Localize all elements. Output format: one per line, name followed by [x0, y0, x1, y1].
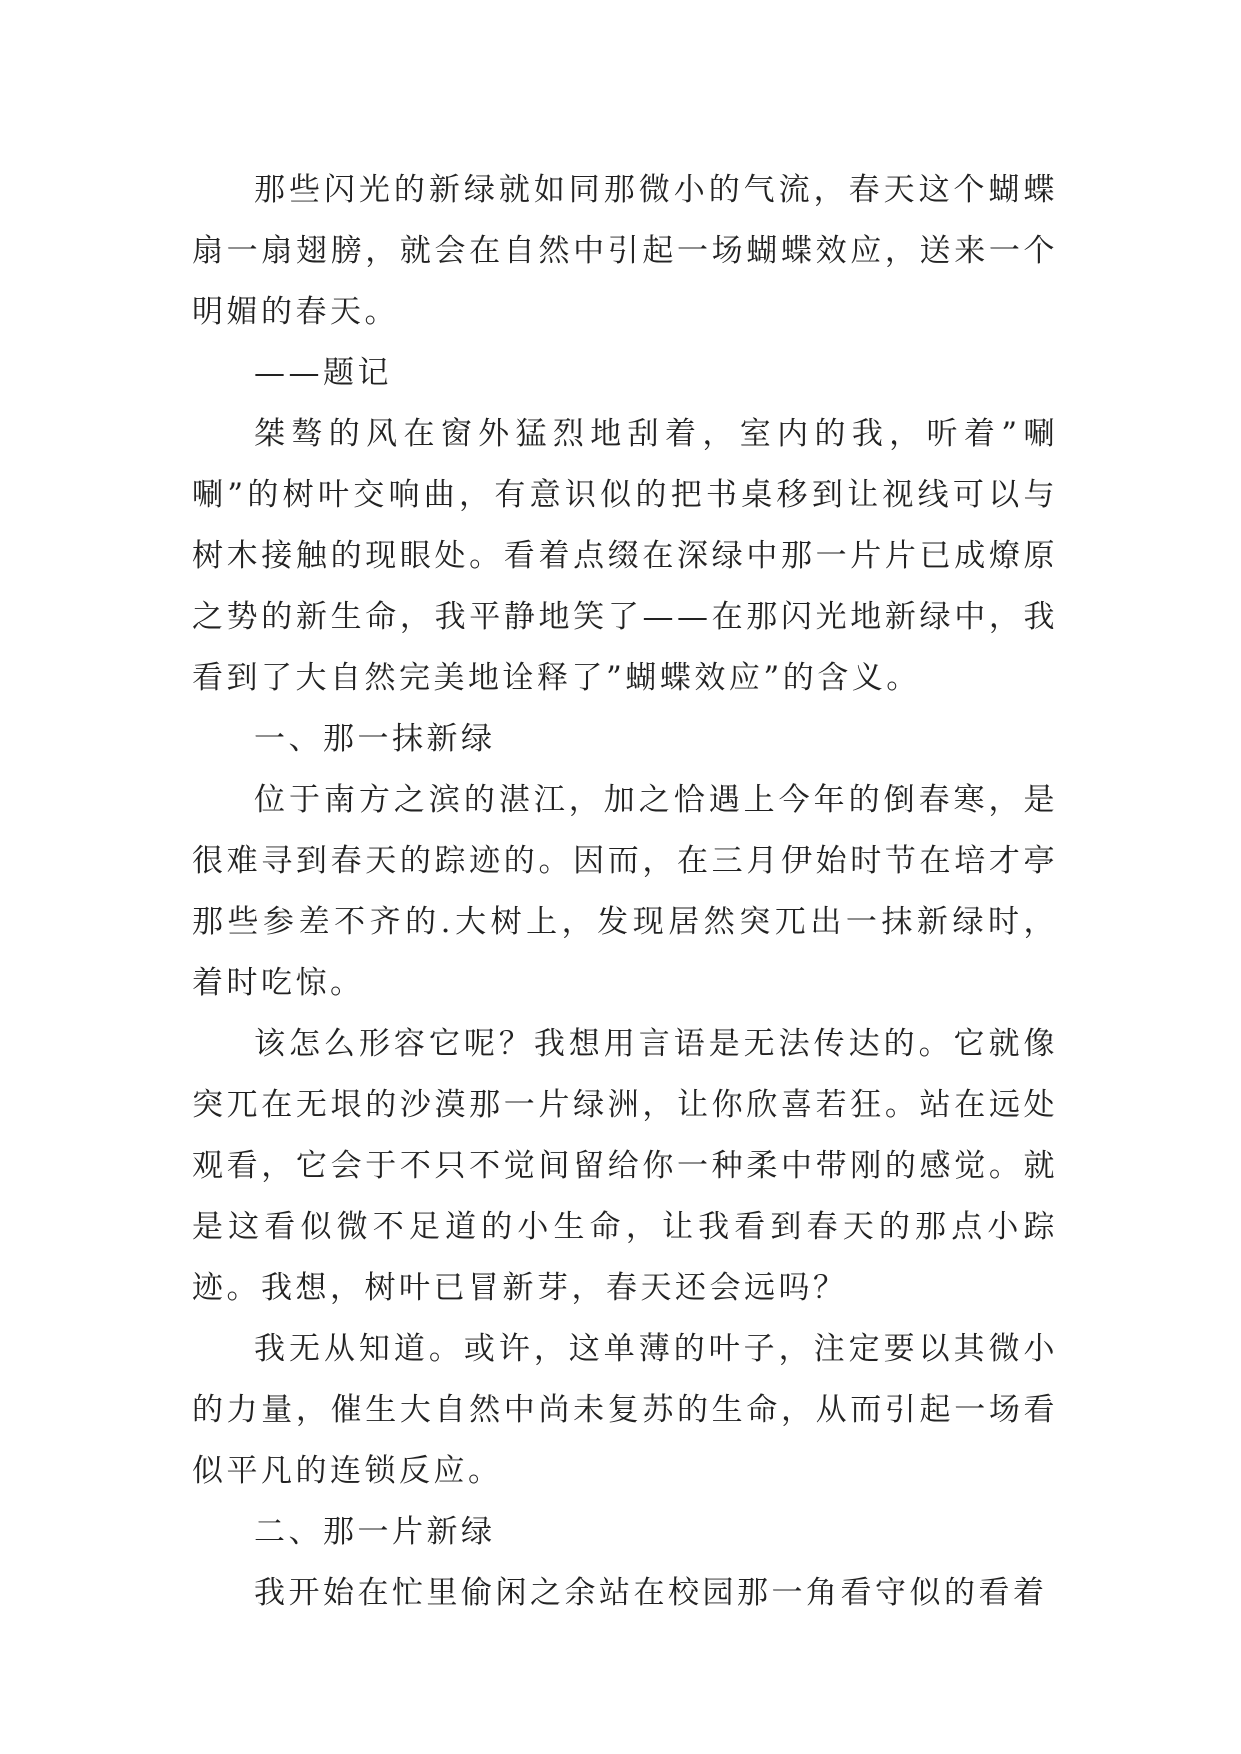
intro-paragraph: 桀骜的风在窗外猛烈地刮着，室内的我，听着”唰唰”的树叶交响曲，有意识似的把书桌移到让视线可以与树木接触的现眼处。看着点缀在深绿中那一片片已成燎原之势的新生命，我平静地笑了——在那闪光地新绿中，我看到了大自然完美地诠释了”蝴蝶效应”的含义。: [192, 416, 1058, 696]
section-heading-1: 一、那一抹新绿: [254, 721, 496, 757]
section-heading-2: 二、那一片新绿: [254, 1514, 496, 1550]
epigraph-paragraph: 那些闪光的新绿就如同那微小的气流，春天这个蝴蝶扇一扇翅膀，就会在自然中引起一场蝴蝶效应，送来一个明媚的春天。: [192, 172, 1058, 330]
body-paragraph: 该怎么形容它呢？我想用言语是无法传达的。它就像突兀在无垠的沙漠那一片绿洲，让你欣喜若狂。站在远处观看，它会于不只不觉间留给你一种柔中带刚的感觉。就是这看似微不足道的小生命，让我看到春天的那点小踪迹。我想，树叶已冒新芽，春天还会远吗？: [192, 1026, 1058, 1306]
article-body: [192, 160, 1058, 1624]
body-paragraph: 位于南方之滨的湛江，加之恰遇上今年的倒春寒，是很难寻到春天的踪迹的。因而，在三月伊始时节在培才亭那些参差不齐的.大树上，发现居然突兀出一抹新绿时，着时吃惊。: [192, 782, 1058, 1001]
epigraph-attribution: ——题记: [254, 355, 392, 391]
body-paragraph: 我开始在忙里偷闲之余站在校园那一角看守似的看着: [254, 1575, 1048, 1611]
body-paragraph: 我无从知道。或许，这单薄的叶子，注定要以其微小的力量，催生大自然中尚未复苏的生命，从而引起一场看似平凡的连锁反应。: [192, 1331, 1058, 1489]
